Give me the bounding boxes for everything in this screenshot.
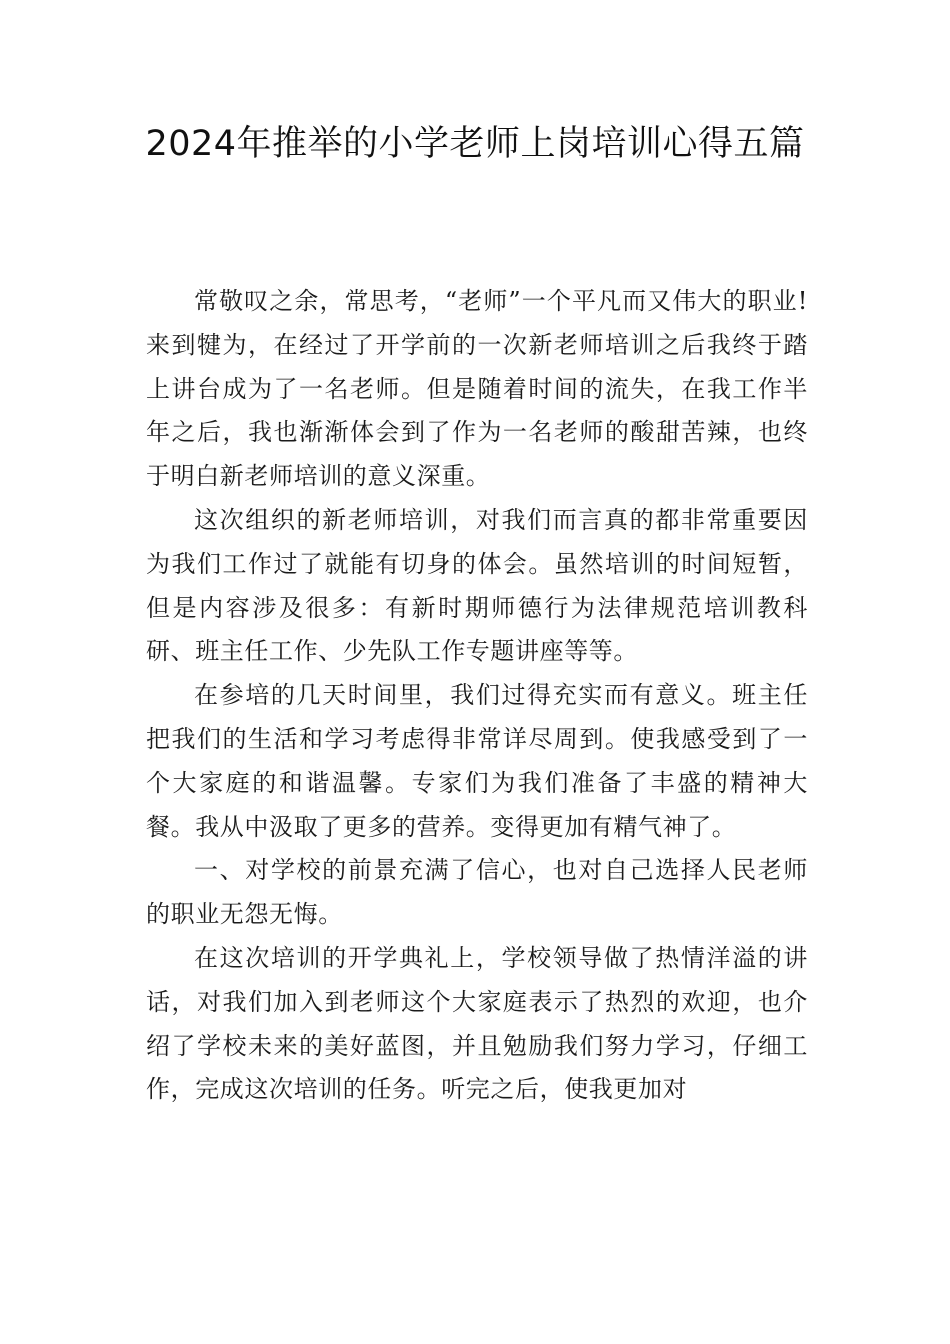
paragraph-1: 常敬叹之余，常思考，“老师”一个平凡而又伟大的职业!来到犍为，在经过了开学前的一次新老师培训之后我终于踏上讲台成为了一名老师。但是随着时间的流失，在我工作半年之后，我也渐渐体会到了作为一名老师的酸甜苦辣，也终于明白新老师培训的意义深重。 xyxy=(146,287,808,491)
paragraph-2: 这次组织的新老师培训，对我们而言真的都非常重要因为我们工作过了就能有切身的体会。虽然培训的时间短暂，但是内容涉及很多：有新时期师德行为法律规范培训教科研、班主任工作、少先队工作专题讲座等等。 xyxy=(146,505,808,666)
document-body xyxy=(146,280,808,1112)
paragraph-3: 在参培的几天时间里，我们过得充实而有意义。班主任把我们的生活和学习考虑得非常详尽周到。使我感受到了一个大家庭的和谐温馨。专家们为我们准备了丰盛的精神大餐。我从中汲取了更多的营养。变得更加有精气神了。 xyxy=(146,681,808,841)
document-title: 2024年推举的小学老师上岗培训心得五篇 xyxy=(145,124,805,164)
paragraph-5: 在这次培训的开学典礼上，学校领导做了热情洋溢的讲话，对我们加入到老师这个大家庭表示了热烈的欢迎，也介绍了学校未来的美好蓝图，并且勉励我们努力学习，仔细工作，完成这次培训的任务。听完之后，使我更加对 xyxy=(146,943,808,1104)
paragraph-4: 一、对学校的前景充满了信心，也对自己选择人民老师的职业无怨无悔。 xyxy=(146,856,808,929)
